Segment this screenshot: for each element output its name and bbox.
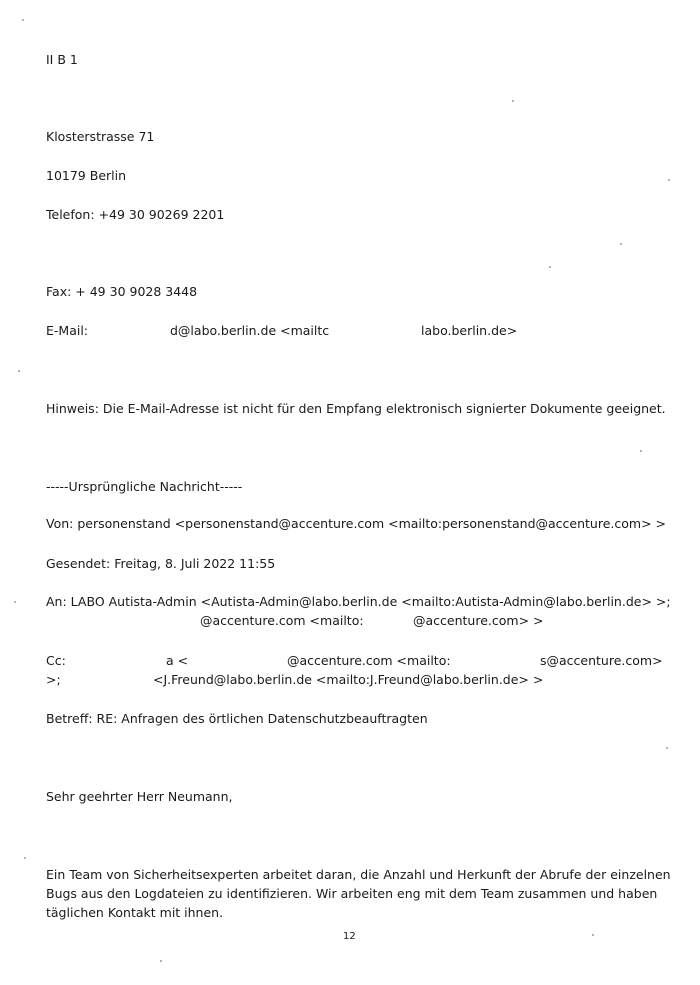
subject-line: Betreff: RE: Anfragen des örtlichen Datenschutzbeauftragten — [46, 711, 428, 726]
city-address: 10179 Berlin — [46, 168, 127, 183]
to-line: An: LABO Autista-Admin <Autista-Admin@labo.berlin.de <mailto:Autista-Admin@labo.berlin.de> >; — [46, 594, 671, 609]
paragraph-line: Bugs aus den Logdateien zu identifizieren. Wir arbeiten eng mit dem Team zusammen und haben — [46, 886, 658, 901]
scan-speck — [512, 100, 514, 102]
to-line-cont-part2: @accenture.com> > — [413, 613, 544, 628]
cc-label: Cc: — [46, 653, 66, 668]
paragraph-line: täglichen Kontakt mit ihnen. — [46, 905, 224, 920]
fax-number: Fax: + 49 30 9028 3448 — [46, 284, 198, 299]
street-address: Klosterstrasse 71 — [46, 129, 155, 144]
cc-line-cont: <J.Freund@labo.berlin.de <mailto:J.Freund@labo.berlin.de> > — [153, 672, 544, 687]
scan-speck — [668, 179, 670, 181]
scan-speck — [549, 266, 551, 268]
cc-line-cont-prefix: >; — [46, 672, 61, 687]
scan-speck — [14, 601, 16, 603]
scan-speck — [160, 960, 162, 962]
cc-line-part3: s@accenture.com> — [540, 653, 663, 668]
scan-speck — [592, 934, 594, 936]
email-address-part2: labo.berlin.de> — [421, 323, 518, 338]
to-line-cont-part1: @accenture.com <mailto: — [200, 613, 364, 628]
email-address-part1: d@labo.berlin.de <mailtc — [170, 323, 330, 338]
scan-speck — [666, 747, 668, 749]
page-number: 12 — [343, 931, 356, 942]
original-message-separator: -----Ursprüngliche Nachricht----- — [46, 479, 243, 494]
cc-line-part2: @accenture.com <mailto: — [287, 653, 451, 668]
email-notice: Hinweis: Die E-Mail-Adresse ist nicht für den Empfang elektronisch signierter Dokumente geeignet. — [46, 401, 666, 416]
email-label: E-Mail: — [46, 323, 89, 338]
scan-speck — [22, 19, 24, 21]
cc-line-part1: a < — [166, 653, 189, 668]
scan-speck — [620, 243, 622, 245]
department-code: II B 1 — [46, 52, 78, 67]
sent-line: Gesendet: Freitag, 8. Juli 2022 11:55 — [46, 556, 276, 571]
scan-speck — [18, 370, 20, 372]
from-line: Von: personenstand <personenstand@accenture.com <mailto:personenstand@accenture.com> > — [46, 516, 666, 531]
phone-number: Telefon: +49 30 90269 2201 — [46, 207, 225, 222]
salutation: Sehr geehrter Herr Neumann, — [46, 789, 233, 804]
scan-speck — [640, 450, 642, 452]
paragraph-line: Ein Team von Sicherheitsexperten arbeitet daran, die Anzahl und Herkunft der Abrufe der einzelnen — [46, 867, 671, 882]
scan-speck — [24, 857, 26, 859]
